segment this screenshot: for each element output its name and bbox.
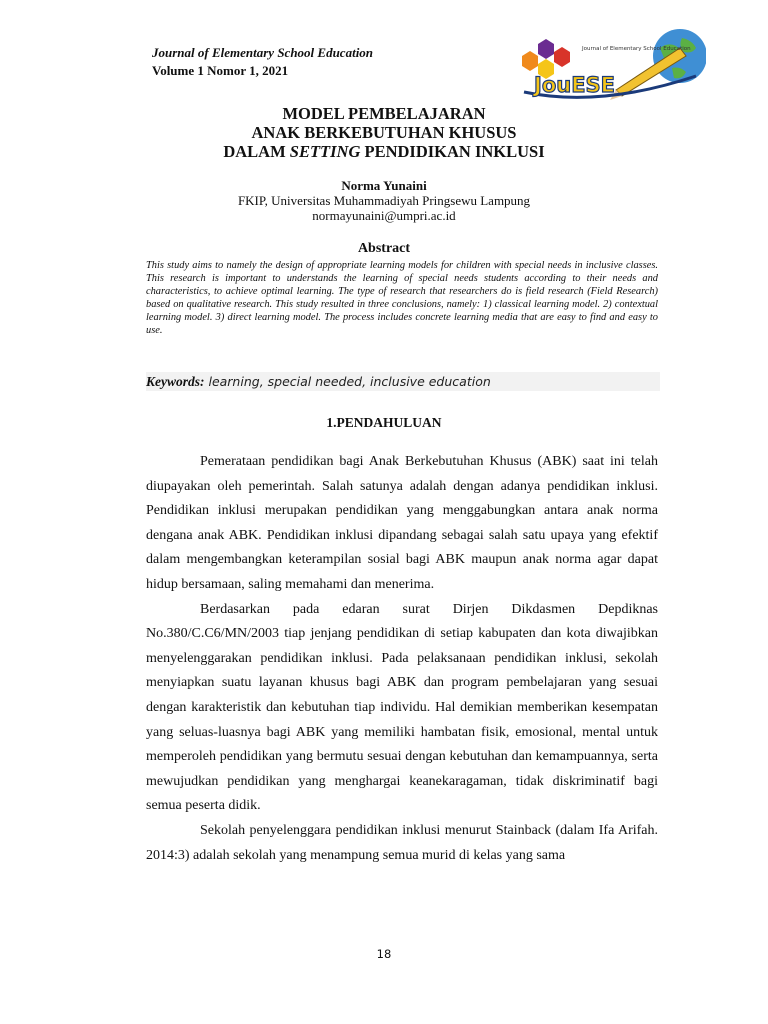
logo-hexagon-purple [538, 39, 554, 59]
logo-hexagon-red [554, 47, 570, 67]
section-heading: 1.PENDAHULUAN [326, 415, 442, 430]
journal-name: Journal of Elementary School Education [152, 45, 374, 60]
journal-header [152, 44, 373, 80]
page-number: 18 [376, 947, 392, 961]
paragraph: Pemerataan pendidikan bagi Anak Berkebutuhan Khusus (ABK) saat ini telah diupayakan oleh pemerintah. Salah satunya adalah dengan adanya pendidikan inklusi. Pendidikan inklusi merupakan pendidikan yang menggabungkan antara anak norma dengana anak ABK. Pendidikan inklusi dipandang sebagai salah satu upaya yang efektif dalam mengembangkan keterampilan sosial bagi ABK maupun anak norma agar dapat hidup bersamaan, saling memahami dan menerima. [146, 454, 658, 592]
logo-wordmark: JouESE [534, 73, 616, 97]
keywords-value: learning, special needed, inclusive education [204, 374, 491, 389]
author-name: Norma Yunaini [341, 178, 427, 193]
logo-hexagon-orange [522, 51, 538, 71]
journal-volume: Volume 1 Nomor 1, 2021 [152, 63, 289, 78]
author-email: normayunaini@umpri.ac.id [312, 208, 456, 223]
jouese-logo [520, 26, 706, 100]
author-affiliation: FKIP, Universitas Muhammadiyah Pringsewu Lampung [237, 193, 531, 208]
logo-small-text: Journal of Elementary School Education [582, 46, 691, 52]
abstract-text: This study aims to namely the design of appropriate learning models for children with special needs in inclusive classes. This research is important to understands the learning of special needs students according to their needs and characteristics, to achieve optimal learning. The type of research that researchers do is field research (Field Research) based on qualitative research. This study resulted in three conclusions, namely: 1) classical learning model. 2) contextual learning model. 3) direct learning model. The process includes concrete learning media that are easy to find and easy to use. [146, 260, 658, 336]
title-line-3: DALAM SETTING PENDIDIKAN INKLUSI [223, 142, 545, 161]
keywords-label: Keywords: [146, 374, 205, 389]
paper-title [0, 104, 768, 161]
title-line-1: MODEL PEMBELAJARAN [282, 104, 486, 123]
title-line-2: ANAK BERKEBUTUHAN KHUSUS [251, 123, 517, 142]
paragraph: Sekolah penyelenggara pendidikan inklusi menurut Stainback (dalam Ifa Arifah. 2014:3) adalah sekolah yang menampung semua murid di kelas yang sama [146, 822, 658, 863]
author-block [0, 178, 768, 223]
abstract-heading: Abstract [357, 241, 411, 256]
keywords [146, 372, 660, 391]
body-text [146, 450, 658, 868]
paragraph: Berdasarkan pada edaran surat Dirjen Dikdasmen Depdiknas No.380/C.C6/MN/2003 tiap jenjang pendidikan di setiap kabupaten dan kota diwajibkan menyelenggarakan pendidikan inklusi. Pada pelaksanaan pendidikan inklusi, sekolah menyiapkan suatu layanan khusus bagi ABK dan program pembelajaran yang sesuai dengan karakteristik dan kebutuhan tiap individu. Hal demikian memberikan kesempatan yang seluas-luasnya bagi ABK yang memiliki hambatan fisik, emosional, mental untuk memperoleh pendidikan yang bermutu sesuai dengan kebutuhan dan kemampuannya, serta mewujudkan pendidikan yang menghargai keanekaragaman, tidak diskriminatif bagi semua peserta didik. [146, 601, 658, 814]
